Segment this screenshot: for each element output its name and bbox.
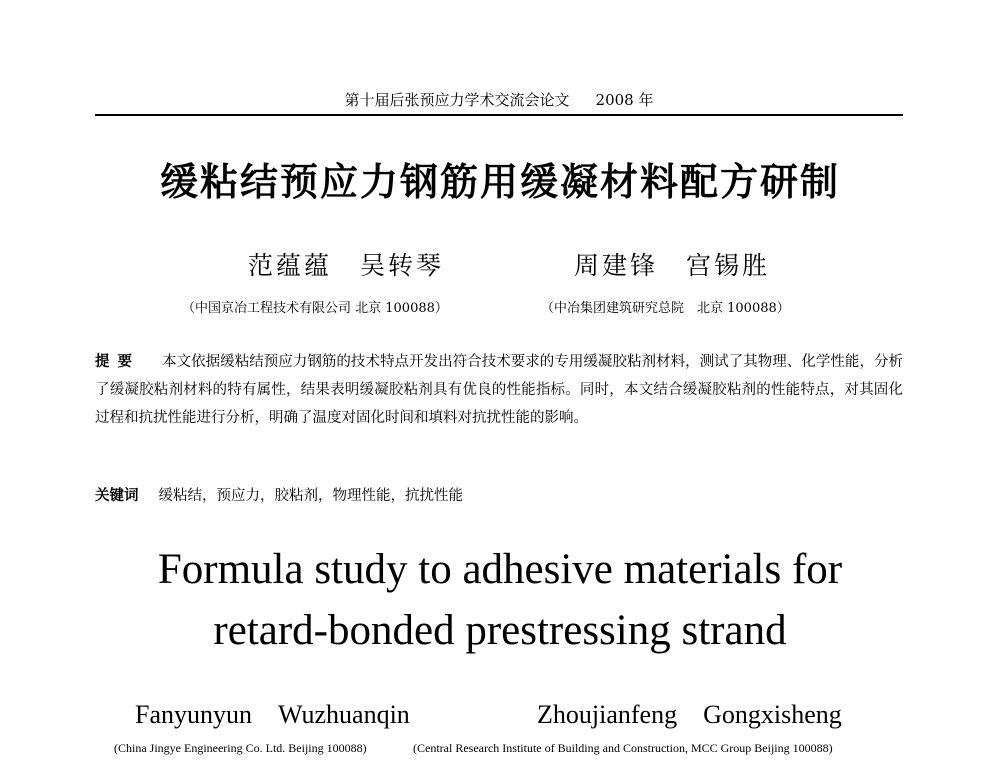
keywords-chinese xyxy=(95,482,903,510)
abstract-label: 提要 xyxy=(95,354,141,370)
authors-chinese-group2 xyxy=(574,250,770,282)
affiliation-english-2: (Central Research Institute of Building and Construction, MCC Group Beijing 100088) xyxy=(413,741,833,755)
authors-english-group1 xyxy=(135,700,410,730)
author-name: 宫锡胜 xyxy=(686,251,771,280)
author-name-en: Fanyunyun xyxy=(135,700,252,729)
author-name-en: Wuzhuanqin xyxy=(278,700,410,729)
affiliation-chinese-2: （中冶集团建筑研究总院 北京 100088） xyxy=(541,301,790,316)
author-name: 周建锋 xyxy=(574,251,659,280)
keywords-text: 缓粘结，预应力，胶粘剂，物理性能，抗扰性能 xyxy=(158,488,463,504)
affiliation-english-1: (China Jingye Engineering Co. Ltd. Beijing 100088) xyxy=(114,741,367,755)
running-header xyxy=(95,86,903,116)
conference-year: 2008 年 xyxy=(595,91,654,109)
paper-title-english-line1: Formula study to adhesive materials for xyxy=(157,546,843,593)
author-name: 范蕴蕴 xyxy=(248,251,333,280)
author-name-en: Zhoujianfeng xyxy=(537,700,678,729)
keywords-label: 关键词 xyxy=(95,488,139,504)
author-name: 吴转琴 xyxy=(360,251,445,280)
affiliation-chinese-1: （中国京冶工程技术有限公司 北京 100088） xyxy=(182,301,448,316)
abstract-text: 本文依据缓粘结预应力钢筋的技术特点开发出符合技术要求的专用缓凝胶粘剂材料，测试了其物理、化学性能，分析了缓凝胶粘剂材料的特有属性，结果表明缓凝胶粘剂具有优良的性能指标。同时，本文结合缓凝胶粘剂的性能特点，对其固化过程和抗扰性能进行分析，明确了温度对固化时间和填料对抗扰性能的影响。 xyxy=(95,354,904,426)
abstract-chinese xyxy=(95,348,903,432)
author-name-en: Gongxisheng xyxy=(703,700,842,729)
conference-name: 第十届后张预应力学术交流会论文 xyxy=(344,91,570,109)
authors-english-group2 xyxy=(537,700,842,730)
authors-chinese-group1 xyxy=(248,250,444,282)
paper-title-chinese: 缓粘结预应力钢筋用缓凝材料配方研制 xyxy=(159,160,840,204)
paper-title-english-line2: retard-bonded prestressing strand xyxy=(213,607,787,654)
